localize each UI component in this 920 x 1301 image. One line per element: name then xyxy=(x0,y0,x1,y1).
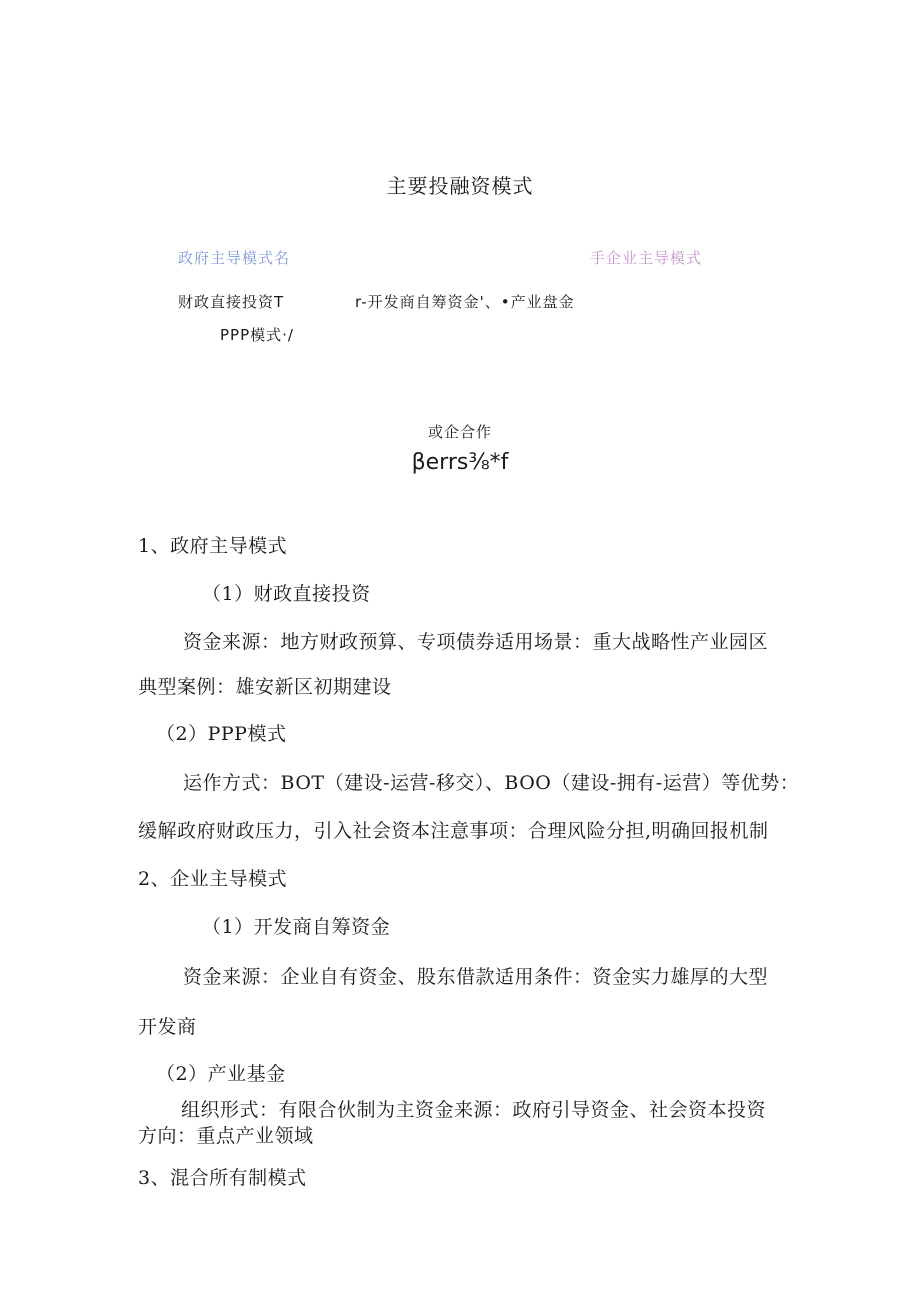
diagram-right-header: 手企业主导模式 xyxy=(590,249,703,267)
paragraph-line: 开发商 xyxy=(138,1016,197,1038)
diagram-row1-right: r-开发商自筹资金'、•产业盘金 xyxy=(355,293,575,311)
diagram-row2: PPP模式·/ xyxy=(220,326,294,344)
paragraph-line: 组织形式：有限合伙制为主资金来源：政府引导资金、社会资本投资 xyxy=(181,1099,767,1121)
diagram-center-garbled: βerrs⅜*f xyxy=(411,450,509,475)
section-2-sub-1: （1）开发商自筹资金 xyxy=(202,916,391,938)
diagram-left-header: 政府主导模式名 xyxy=(178,249,291,267)
paragraph-line: 缓解政府财政压力，引入社会资本注意事项：合理风险分担,明确回报机制 xyxy=(138,820,769,842)
section-1-sub-2: （2）PPP模式 xyxy=(156,723,287,745)
page-title: 主要投融资模式 xyxy=(386,174,534,198)
paragraph-line: 运作方式：BOT（建设-运营-移交）、BOO（建设-拥有-运营）等优势： xyxy=(183,772,800,794)
section-2-heading: 2、企业主导模式 xyxy=(138,868,288,890)
paragraph-line: 资金来源：企业自有资金、股东借款适用条件：资金实力雄厚的大型 xyxy=(183,966,769,988)
section-3-heading: 3、混合所有制模式 xyxy=(138,1167,307,1189)
section-1-heading: 1、政府主导模式 xyxy=(138,535,288,557)
section-2-sub-2: （2）产业基金 xyxy=(156,1063,286,1085)
paragraph-line: 方向：重点产业领域 xyxy=(138,1125,314,1147)
paragraph-line: 资金来源：地方财政预算、专项债券适用场景：重大战略性产业园区 xyxy=(183,631,769,653)
diagram-row1-left: 财政直接投资T xyxy=(178,293,285,311)
paragraph-line: 典型案例：雄安新区初期建设 xyxy=(138,676,392,698)
diagram-center-label: 或企合作 xyxy=(427,423,492,441)
section-1-sub-1: （1）财政直接投资 xyxy=(202,583,371,605)
